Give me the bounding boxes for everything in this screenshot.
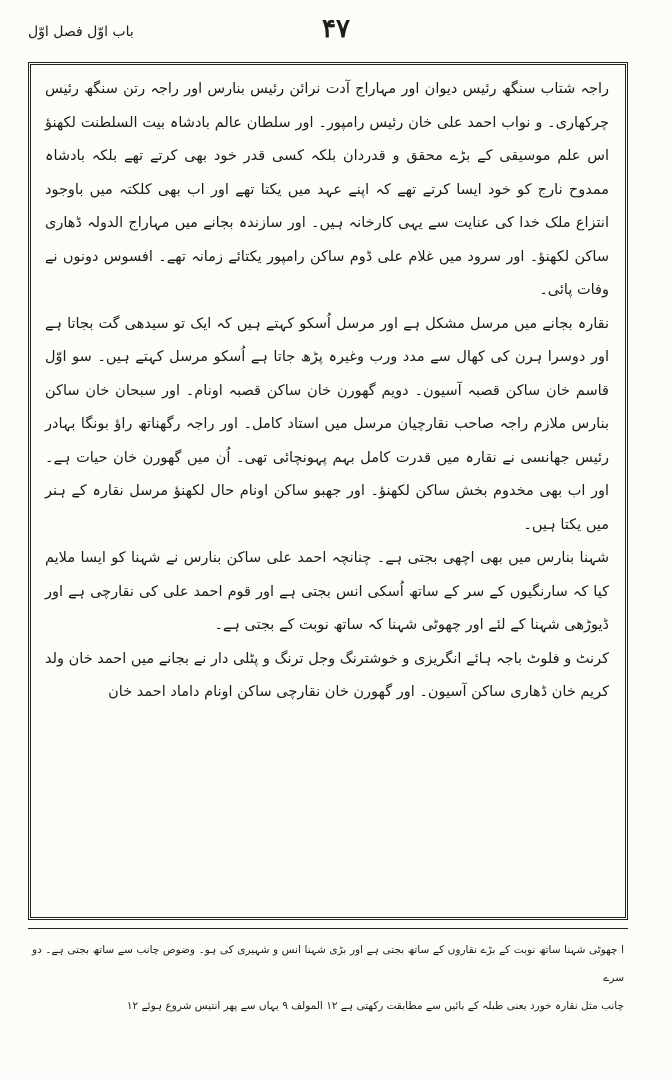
paragraph: نقارہ بجانے میں مرسل مشکل ہے اور مرسل اُسکو کہتے ہیں کہ ایک تو سیدھی گت بجاتا ہے اور دوسرا ہرن کی کھال سے مدد ورب وغیرہ پڑھ جاتا ہے اُسکو مرسل کہتے ہیں۔ سو اوّل قاسم خان ساکن قصبہ آسیون۔ دویم گھورن خان ساکن قصبہ اونام۔ اور سبحان خان ساکن بنارس ملازم راجہ صاحب نقارچیان مرسل میں استاد کامل۔ اور راجہ رگھناتھ راؤ بونگا بہادر رئیس جھانسی نے نقارہ میں قدرت کامل بہم پہونچائی تھی۔ اُن میں گھورن خان حیات ہے۔ اور اب بھی مخدوم بخش ساکن لکھنؤ۔ اور جھبو ساکن اونام حال لکھنؤ مرسل نقارہ کے ہنر میں یکتا ہیں۔ [45,315,609,533]
text-frame [28,62,628,920]
footnotes [32,936,624,1020]
running-header: باب اوّل فصل اوّل [28,24,134,40]
paragraph: کرنٹ و فلوٹ باجہ ہائے انگریزی و خوشترنگ وجل ترنگ و پٹلی دار نے بجانے میں احمد خان ولد کریم خان ڈھاری ساکن آسیون۔ اور گھورن خان نقارچی ساکن اونام داماد احمد خان [45,650,609,700]
paragraph: شہنا بنارس میں بھی اچھی بجتی ہے۔ چنانچہ احمد علی ساکن بنارس نے شہنا کو ایسا ملایم کیا کہ سارنگیوں کے سر کے ساتھ اُسکی انس بجتی ہے اور قوم احمد علی کی نقارچی ہے اور ڈیوڑھی شہنا کے لئے اور چھوٹی شہنا کہ ساتھ نوبت کے بجتی ہے۔ [45,550,609,633]
footnote-line: ا چھوٹی شہنا ساتھ نوبت کے بڑے نقاروں کے ساتھ بجتی ہے اور بڑی شہنا انس و شہیری کی ہو۔ وضوص چانب سے ساتھ بجتی ہے۔ دو سرے [32,944,624,984]
body-text [45,73,609,710]
footnote-line: چانب مثل نقارہ خورد یعنی طبلہ کے بائیں سے مطابقت رکھتی ہے ۱۲ المولف ۹ یہاں سے پھر انتیس شروع ہوئے ۱۲ [126,1000,624,1012]
footnote-divider [28,928,628,929]
paragraph: راجہ شتاب سنگھ رئیس دیوان اور مہاراج آدت نرائن رئیس بنارس اور راجہ رتن سنگھ رئیس چرکھاری۔ و نواب احمد علی خان رئیس رامپور۔ اور سلطان عالم بادشاہ بیت السلطنت لکھنؤ اس علم موسیقی کے بڑے محقق و قدردان بلکہ کسی قدر خود بھی کرتے تھے بلکہ بادشاہ ممدوح نارج کو خود ایسا کرتے تھے کہ اپنے عہد میں یکتا تھے اور اب بھی کلکتہ میں باوجود انتزاع ملک خدا کی عنایت سے یہی کارخانہ ہیں۔ اور سازندہ بجانے میں مہاراج الدولہ ڈھاری ساکن لکھنؤ۔ اور سرود میں غلام علی ڈوم ساکن رامپور یکتائے زمانہ تھے۔ افسوس دونوں نے وفات پائی۔ [45,81,609,298]
page-number: ۴۷ [322,14,350,44]
